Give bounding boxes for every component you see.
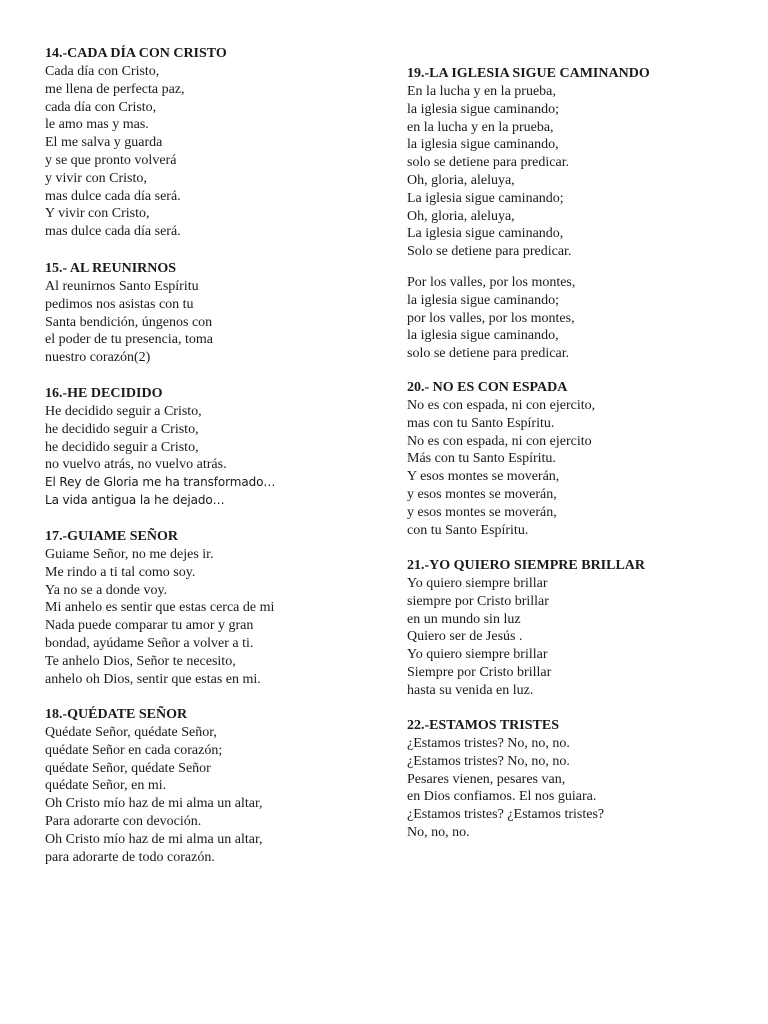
song-16: [45, 385, 365, 510]
song-15: [45, 260, 365, 367]
lyric-line: no vuelvo atrás, no vuelvo atrás.: [45, 457, 227, 473]
lyric-line: bondad, ayúdame Señor a volver a ti.: [45, 635, 254, 651]
lyric-line: La iglesia sigue caminando,: [407, 226, 564, 242]
lyric-line: Ya no se a donde voy.: [45, 582, 168, 598]
lyric-line: En la lucha y en la prueba,: [407, 84, 556, 99]
lyric-line: por los valles, por los montes,: [407, 310, 575, 326]
lyric-line: me llena de perfecta paz,: [45, 81, 185, 97]
lyric-line: Pesares vienen, pesares van,: [407, 771, 566, 787]
lyric-line: ¿Estamos tristes? No, no, no.: [407, 736, 570, 751]
lyric-line: La vida antigua la he dejado…: [45, 492, 225, 507]
lyric-line: nuestro corazón(2): [45, 350, 151, 366]
lyric-line: No es con espada, ni con ejercito: [407, 433, 592, 449]
lyric-line: el poder de tu presencia, toma: [45, 332, 213, 348]
lyric-line: en un mundo sin luz: [407, 611, 521, 627]
lyric-line: Oh, gloria, aleluya,: [407, 208, 515, 224]
lyric-line: No, no, no.: [407, 824, 470, 840]
lyric-line: quédate Señor en cada corazón;: [45, 742, 223, 758]
lyric-line: anhelo oh Dios, sentir que estas en mi.: [45, 671, 261, 687]
lyric-line: El Rey de Gloria me ha transformado…: [45, 475, 276, 490]
lyric-line: mas dulce cada día será.: [45, 224, 181, 240]
song-title: 15.- AL REUNIRNOS: [45, 261, 177, 276]
lyric-line: quédate Señor, quédate Señor: [45, 760, 211, 776]
lyric-line: la iglesia sigue caminando;: [407, 292, 560, 308]
song-title: 18.-QUÉDATE SEÑOR: [45, 707, 188, 722]
lyric-line: la iglesia sigue caminando,: [407, 137, 559, 153]
lyric-line: quédate Señor, en mi.: [45, 778, 167, 794]
song-19: [407, 65, 727, 363]
lyric-line: ¿Estamos tristes? ¿Estamos tristes?: [407, 807, 605, 823]
lyric-line: hasta su venida en luz.: [407, 682, 534, 698]
song-18: [45, 706, 365, 866]
lyric-line: la iglesia sigue caminando,: [407, 328, 559, 344]
lyric-line: cada día con Cristo,: [45, 99, 157, 115]
lyric-line: solo se detiene para predicar.: [407, 346, 570, 362]
song-20: [407, 379, 727, 539]
lyric-line: pedimos nos asistas con tu: [45, 296, 194, 312]
lyric-line: mas con tu Santo Espíritu.: [407, 415, 555, 431]
lyric-line: Nada puede comparar tu amor y gran: [45, 618, 254, 634]
lyric-line: he decidido seguir a Cristo,: [45, 421, 199, 437]
lyric-line: Cada día con Cristo,: [45, 64, 160, 79]
lyric-line: Oh Cristo mío haz de mi alma un altar,: [45, 796, 263, 812]
lyric-line: siempre por Cristo brillar: [407, 593, 549, 609]
lyric-line: mas dulce cada día será.: [45, 188, 181, 204]
stanza-gap: [407, 261, 727, 274]
lyric-line: Para adorarte con devoción.: [45, 813, 202, 829]
lyric-line: Por los valles, por los montes,: [407, 274, 576, 290]
lyric-line: Te anhelo Dios, Señor te necesito,: [45, 653, 236, 669]
lyric-line: Guiame Señor, no me dejes ir.: [45, 547, 214, 562]
lyric-line: Yo quiero siempre brillar: [407, 647, 548, 663]
lyric-line: Más con tu Santo Espíritu.: [407, 451, 556, 467]
lyric-line: en Dios confiamos. El nos guiara.: [407, 789, 597, 805]
lyric-line: y esos montes se moverán,: [407, 504, 557, 520]
song-title: 19.-LA IGLESIA SIGUE CAMINANDO: [407, 66, 650, 81]
song-title: 17.-GUIAME SEÑOR: [45, 529, 179, 544]
lyric-line: ¿Estamos tristes? No, no, no.: [407, 753, 570, 769]
lyric-line: Quiero ser de Jesús .: [407, 629, 523, 645]
lyric-line: Oh Cristo mío haz de mi alma un altar,: [45, 831, 263, 847]
lyric-line: le amo mas y mas.: [45, 117, 149, 133]
song-title: 14.-CADA DÍA CON CRISTO: [45, 46, 227, 61]
lyric-line: con tu Santo Espíritu.: [407, 522, 529, 538]
lyric-line: Siempre por Cristo brillar: [407, 664, 552, 680]
lyric-line: Y esos montes se moverán,: [407, 469, 560, 485]
song-21: [407, 557, 727, 700]
lyric-line: he decidido seguir a Cristo,: [45, 439, 199, 455]
lyric-line: Al reunirnos Santo Espíritu: [45, 279, 199, 294]
lyric-line: He decidido seguir a Cristo,: [45, 404, 202, 419]
lyric-line: Solo se detiene para predicar.: [407, 244, 572, 260]
lyric-line: Mi anhelo es sentir que estas cerca de mi: [45, 600, 275, 616]
lyric-line: Santa bendición, úngenos con: [45, 314, 213, 330]
song-title: 16.-HE DECIDIDO: [45, 386, 163, 401]
lyric-line: Quédate Señor, quédate Señor,: [45, 725, 217, 740]
song-17: [45, 528, 365, 688]
lyric-line: en la lucha y en la prueba,: [407, 119, 554, 135]
lyric-line: y se que pronto volverá: [45, 152, 177, 168]
lyric-line: Oh, gloria, aleluya,: [407, 172, 515, 188]
song-22: [407, 717, 727, 842]
song-title: 21.-YO QUIERO SIEMPRE BRILLAR: [407, 558, 646, 573]
lyric-line: solo se detiene para predicar.: [407, 155, 570, 171]
lyric-line: y vivir con Cristo,: [45, 170, 147, 186]
song-14: [45, 45, 365, 241]
lyric-line: La iglesia sigue caminando;: [407, 190, 564, 206]
lyric-line: Me rindo a ti tal como soy.: [45, 564, 196, 580]
song-title: 22.-ESTAMOS TRISTES: [407, 718, 559, 733]
lyric-line: Y vivir con Cristo,: [45, 206, 150, 222]
lyric-line: la iglesia sigue caminando;: [407, 101, 560, 117]
lyric-line: El me salva y guarda: [45, 135, 163, 151]
song-title: 20.- NO ES CON ESPADA: [407, 380, 568, 395]
lyric-line: Yo quiero siempre brillar: [407, 576, 548, 591]
lyric-line: No es con espada, ni con ejercito,: [407, 398, 596, 413]
lyric-line: y esos montes se moverán,: [407, 486, 557, 502]
lyric-line: para adorarte de todo corazón.: [45, 849, 215, 865]
